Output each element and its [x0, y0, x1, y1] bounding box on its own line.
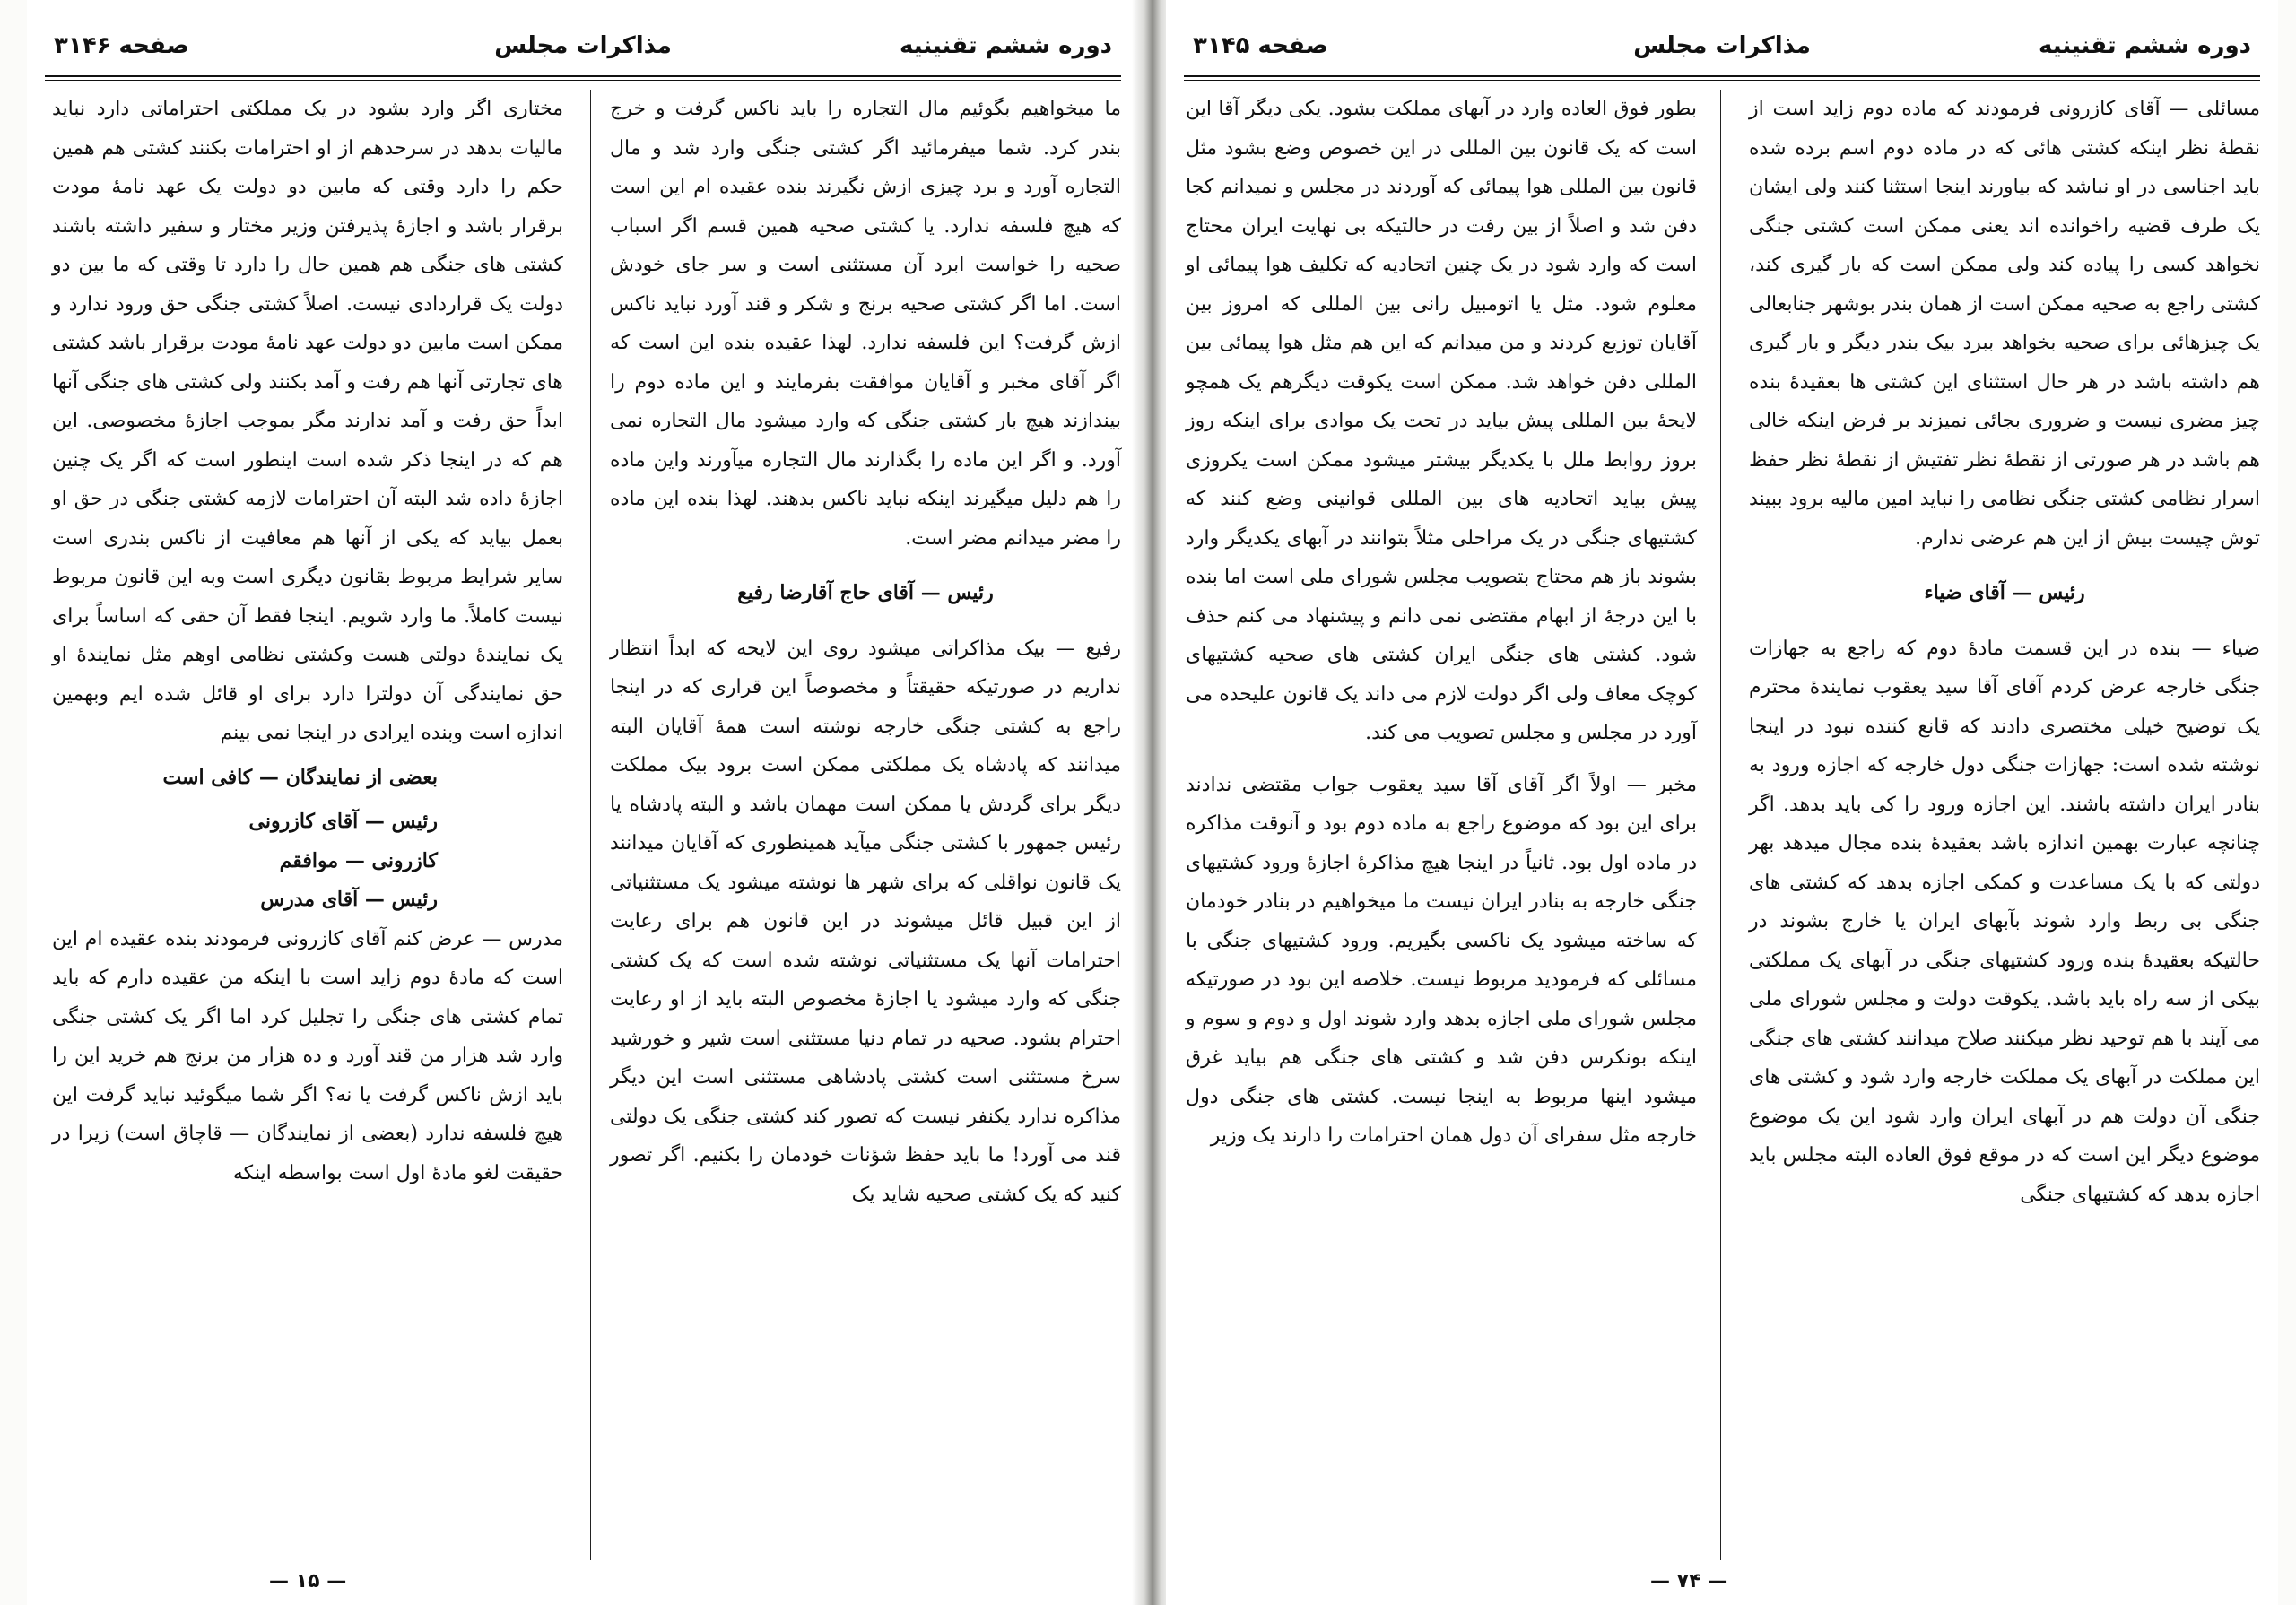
page-number: صفحه ۳۱۴۶: [54, 32, 189, 59]
right-page-right-column: [1749, 90, 2260, 1560]
speaker-line: رئیس — آقای کازرونی: [248, 810, 438, 833]
page-number: صفحه ۳۱۴۵: [1193, 32, 1328, 59]
left-page: [27, 0, 1139, 1605]
paragraph: مدرس — عرض کنم آقای کازرونی فرمودند بنده عقیده ام این است که مادهٔ دوم زاید است با اینکه من عقیده دارم که باید تمام کشتی های جنگی را تجلیل کرد اما اگر یک کشتی جنگی وارد شد هزار من قند آورد و ده هزار من برنج هم خرید این را باید ازش ناکس گرفت یا نه؟ اگر شما میگوئید نباید گرفت این هیچ فلسفه ندارد (بعضی از نمایندگان — قاچاق است) زیرا در حقیقت لغو مادهٔ اول است بواسطه اینکه: [52, 927, 563, 1184]
page-title: مذاکرات مجلس: [1633, 32, 1811, 59]
right-page-left-column: [1186, 90, 1697, 1560]
page-title: مذاکرات مجلس: [494, 32, 672, 59]
paragraph: مسائلی — آقای کازرونی فرمودند که ماده دوم زاید است از نقطهٔ نظر اینکه کشتی هائی که در ماده دوم اسم برده شده باید اجناسی در او نباشد که بیاورند اینجا استثنا کنند ولی ایشان یک طرف قضیه راخوانده اند یعنی ممکن است کشتی جنگی نخواهد کسی را پیاده کند ولی ممکن است که بار گیری کند، کشتی راجع به صحیه ممکن است از همان بندر بوشهر جنابعالی یک چیزهائی برای صحیه بخواهد ببرد بیک بندر دیگر و بار گیری هم داشته باشد در هر حال استثنای این کشتی ها بعقیدهٔ بنده چیز مضری نیست و ضروری بجائی نمیزند بر فرض اینکه خالی هم باشد در هر صورتی از نقطهٔ نظر تفتیش از نقطهٔ نظر حفظ اسرار نظامی کشتی جنگی نظامی را نباید امین مالیه برود ببیند توش چیست بیش از این هم عرضی ندارم.: [1749, 98, 2260, 550]
brief-remark: بعضی از نمایندگان — کافی است: [162, 765, 438, 789]
session-label: دوره ششم تقنینیه: [2038, 32, 2251, 59]
speaker-line: کازرونی — موافقم: [279, 848, 438, 872]
header-rule-thin: [1184, 80, 2260, 81]
left-page-right-column: [610, 90, 1121, 1560]
column-divider: [1720, 90, 1721, 1560]
paragraph: ضیاء — بنده در این قسمت مادهٔ دوم که راجع به جهازات جنگی خارجه عرض کردم آقای آقا سید یعقوب نمایندهٔ محترم یک توضیح خیلی مختصری دادند که قانع کننده نبود در اینجا نوشته شده است: جهازات جنگی دول خارجه که اجازه ورود به بنادر ایران داشته باشند. این اجازه ورود را کی باید بدهد. اگر چنانچه عبارت بهمین اندازه باشد بعقیدهٔ بنده مجال میدهد بهر دولتی که با یک مساعدت و کمکی اجازه بدهد که کشتی های جنگی بی ربط وارد شوند بآبهای ایران یا خارج بشوند در حالتیکه بعقیدهٔ بنده ورود کشتیهای جنگی در آبهای یک مملکتی بیکی از سه راه باید باشد. یکوقت دولت و مجلس شورای ملی می آیند با هم توحید نظر میکنند صلاح میدانند کشتی های جنگی این مملکت در آبهای یک مملکت خارجه وارد شود و کشتی های جنگی آن دولت هم در آبهای ایران وارد شود این یک موضوع موضوع دیگر این است که در موقع فوق العاده البته مجلس باید اجازه بدهد که کشتیهای جنگی: [1749, 637, 2260, 1206]
session-label: دوره ششم تقنینیه: [899, 32, 1112, 59]
speaker-heading: رئیس — آقای حاج آقارضا رفیع: [737, 581, 994, 604]
right-page-header: [1184, 27, 2260, 81]
footer-number: — ۷۴ —: [1650, 1570, 1728, 1592]
header-rule-thin: [45, 80, 1121, 81]
speaker-line: رئیس — آقای مدرس: [260, 888, 438, 911]
footer-number: — ۱۵ —: [269, 1570, 347, 1592]
paragraph: رفیع — بیک مذاکراتی میشود روی این لایحه که ابداً انتظار نداریم در صورتیکه حقیقتاً و مخصوصاً این قراری که در اینجا راجع به کشتی جنگی خارجه نوشته است همهٔ آقایان البته میدانند که پادشاه یک مملکتی ممکن است برود بیک مملکت دیگر برای گردش یا ممکن است مهمان باشد و البته پادشاه یا رئیس جمهور با کشتی جنگی میآید همینطوری که آقایان میدانند یک قانون نواقلی که برای شهر ها نوشته میشود یک مستثنیاتی از این قبیل قائل میشوند در این قانون هم برای رعایت احترامات آنها یک مستثنیاتی نوشته شده است که یک کشتی جنگی که وارد میشود یا اجازهٔ مخصوص البته باید از او رعایت احترام بشود. صحیه در تمام دنیا مستثنی است شیر و خورشید سرخ مستثنی است کشتی پادشاهی مستثنی است این دیگر مذاکره ندارد یکنفر نیست که تصور کند کشتی جنگی یک دولتی قند می آورد! ما باید حفظ شؤنات خودمان را بکنیم. اگر تصور کنید که یک کشتی صحیه شاید یک: [610, 637, 1122, 1206]
speaker-heading: رئیس — آقای ضیاء: [1924, 581, 2085, 604]
paragraph: مخبر — اولاً اگر آقای آقا سید یعقوب جواب مقتضی ندادند برای این بود که موضوع راجع به ماده دوم بود و آنوقت مذاکره در ماده اول بود. ثانیاً در اینجا هیچ مذاکرهٔ اجازهٔ ورود کشتیهای جنگی خارجه به بنادر ایران نیست ما میخواهیم در بنادر خودمان که ساخته میشود یک ناکسی بگیریم. ورود کشتیهای جنگی با مسائلی که فرمودید مربوط نیست. خلاصه این بود در صورتیکه مجلس شورای ملی اجازه بدهد وارد شوند اول و دوم و سوم و اینکه بونکرس دفن شد و کشتی های جنگی هم بیاید غرق میشود اینها مربوط به اینجا نیست. کشتی های جنگی دول خارجه مثل سفرای آن دول همان احترامات را دارند یک وزیر: [1186, 773, 1697, 1147]
paragraph: مختاری اگر وارد بشود در یک مملکتی احتراماتی دارد نباید مالیات بدهد در سرحدهم از او احترامات بکنند کشتی هم همین حکم را دارد وقتی که مابین دو دولت یک عهد نامهٔ مودت برقرار باشد و اجازهٔ پذیرفتن وزیر مختار و سفیر داشته باشند کشتی های جنگی هم همین حال را دارد تا وقتی که ما بین دو دولت یک قراردادی نیست. اصلاً کشتی جنگی حق ورود ندارد و ممکن است مابین دو دولت عهد نامهٔ مودت برقرار باشد کشتی های تجارتی آنها هم رفت و آمد بکنند ولی کشتی های جنگی آنها ابداً حق رفت و آمد ندارند مگر بموجب اجازهٔ مخصوصی. این هم که در اینجا ذکر شده است اینطور است که اگر یک چنین اجازهٔ داده شد البته آن احترامات لازمه کشتی جنگی در حق او بعمل بیاید که یکی از آنها هم معافیت از ناکس بندری است سایر شرایط مربوط بقانون دیگری است وبه این قانون مربوط نیست کاملاً. ما وارد شویم. اینجا فقط آن حقی که اساساً برای یک نمایندهٔ دولتی هست وکشتی نظامی اوهم مثل نمایندهٔ او حق نمایندگی آن دولترا دارد برای او قائل شده ایم وبهمین اندازه است وبنده ایرادی در اینجا نمی بینم: [52, 98, 564, 744]
right-page: [1166, 0, 2278, 1605]
left-page-header: [45, 27, 1121, 81]
paragraph: ما میخواهیم بگوئیم مال التجاره را باید ناکس گرفت و خرج بندر کرد. شما میفرمائید اگر کشتی جنگی وارد شد و مال التجاره آورد و برد چیزی ازش نگیرند بنده عقیده ام این است که هیچ فلسفه ندارد. یا کشتی صحیه همین قسم اگر اسباب صحیه را خواست ابرد آن مستثنی است و سر جای خودش است. اما اگر کشتی صحیه برنج و شکر و قند آورد نباید ناکس ازش گرفت؟ این فلسفه ندارد. لهذا عقیده بنده این است که اگر آقای مخبر و آقایان موافقت بفرمایند و این ماده دوم را بیندازند هیچ بار کشتی جنگی که وارد میشود مال التجاره نمی آورد. و اگر این ماده را بگذارند مال التجاره میآورند واین ماده را هم دلیل میگیرند اینکه نباید ناکس بدهند. لهذا بنده این ماده را مضر میدانم مضر است.: [610, 98, 1121, 550]
left-page-left-column: [52, 90, 563, 1560]
header-rule: [45, 75, 1121, 77]
header-rule: [1184, 75, 2260, 77]
column-divider: [590, 90, 591, 1560]
paragraph: بطور فوق العاده وارد در آبهای مملکت بشود. یکی دیگر آقا این است که یک قانون بین المللی در این خصوص وضع بشود مثل قانون بین المللی هوا پیمائی که آوردند در مجلس و نمیدانم کجا دفن شد و اصلاً از بین رفت در حالتیکه بی نهایت ایران محتاج است که وارد شود در یک چنین اتحادیه که تکلیف هوا پیمائی او معلوم شود. مثل یا اتومبیل رانی بین المللی که امروز بین آقایان توزیع کردند و من میدانم که این هم مثل هوا پیمائی بین المللی دفن خواهد شد. ممکن است یکوقت دیگرهم یک همچو لایحهٔ بین المللی پیش بیاید در تحت یک موادی برای اینکه روز بروز روابط ملل با یکدیگر بیشتر میشود ممکن است یکروزی پیش بیاید اتحادیه های بین المللی قوانینی وضع کنند که کشتیهای جنگی در یک مراحلی مثلاً بتوانند در آبهای یکدیگر وارد بشوند باز هم محتاج بتصویب مجلس شورای ملی است اما بنده با این درجهٔ از ابهام مقتضی نمی دانم و پیشنهاد می کنم حذف شود. کشتی های جنگی ایران کشتی های صحیه کشتیهای کوچک معاف ولی اگر دولت لازم می داند یک قانون علیحده می آورد در مجلس و مجلس تصویب می کند.: [1186, 98, 1698, 744]
